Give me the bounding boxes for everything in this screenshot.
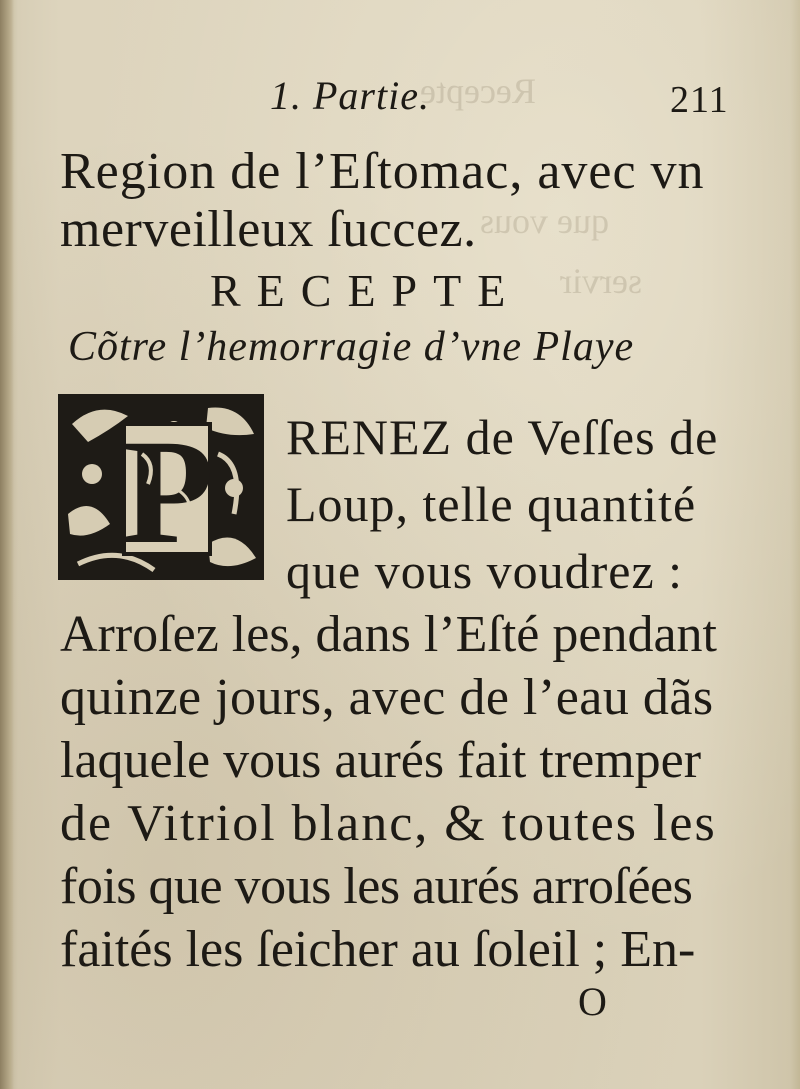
text-line: quinze jours, avec de l’eau dãs	[60, 669, 714, 726]
dropcap-ornament-icon	[58, 394, 264, 580]
catchword: O	[578, 979, 607, 1024]
text-line: Region de l’Eſtomac, avec vn	[60, 143, 705, 200]
dropcap-letter: P	[122, 409, 214, 575]
text-line: de Vitriol blanc, & toutes les	[60, 795, 717, 852]
text-line: Arroſez les, dans l’Eſté pendant	[60, 606, 717, 663]
text-line: que vous voudrez :	[286, 543, 684, 599]
text-line: merveilleux ſuccez.	[60, 201, 477, 258]
text-line: RENEZ de Veſſes de	[286, 409, 719, 465]
text-line: laquele vous aurés fait tremper	[60, 732, 702, 789]
text-line: Loup, telle quantité	[286, 476, 697, 532]
text-line: faités les ſeicher au ſoleil ; En-	[60, 921, 696, 978]
recipe-subheading: Cõtre l’hemorragie d’vne Playe	[68, 324, 635, 370]
ornamental-dropcap	[58, 394, 264, 580]
show-through-text: Recepte	[420, 71, 536, 111]
recipe-heading: RECEPTE	[210, 265, 522, 316]
page-number: 211	[670, 79, 729, 121]
show-through-text: servir	[560, 261, 642, 301]
page-gutter-shadow	[0, 0, 14, 1089]
running-head: 1. Partie.	[270, 73, 430, 118]
show-through-text: que vous	[480, 201, 609, 241]
text-line: fois que vous les aurés arroſées	[60, 858, 693, 915]
